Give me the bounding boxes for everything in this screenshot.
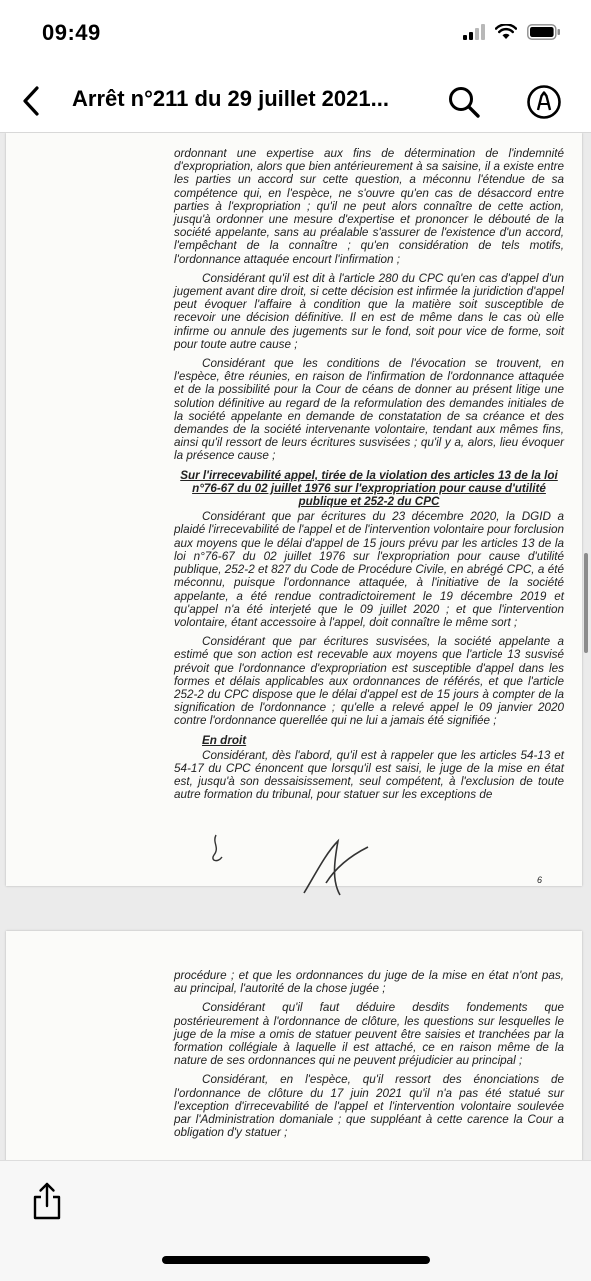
nav-bar bbox=[0, 70, 591, 133]
handwritten-signature bbox=[296, 833, 376, 903]
page-number: 6 bbox=[536, 875, 542, 885]
back-chevron-icon bbox=[22, 86, 40, 116]
page-text bbox=[174, 147, 564, 808]
signal-icon bbox=[463, 24, 485, 40]
scrollbar[interactable] bbox=[584, 553, 588, 653]
search-icon bbox=[446, 84, 482, 120]
wifi-icon bbox=[495, 24, 517, 40]
paragraph: ordonnant une expertise aux fins de détermination de l'indemnité d'expropriation, alors que bien antérieurement à sa saisine, il a existe entre les parties un accord sur cette question, a méconnu l'étendue de sa compétence qui, en l'espèce, ne s'ouvre qu'en cas de désaccord entre parties à l'expropriation ; qu'il ne peut alors connaître de cette action, jusqu'à ordonner une mesure d'expertise et prononcer le débouté de la société appelante, sans au préalable s'assurer de l'existence d'un accord, l'empêchant de la connaître ; qu'en considération de tels motifs, l'ordonnance attaquée encourt l'infirmation ; bbox=[174, 147, 564, 266]
document-page bbox=[6, 133, 582, 886]
document-page bbox=[6, 931, 582, 1160]
paragraph: Considérant, en l'espèce, qu'il ressort des énonciations de l'ordonnance de clôture du 17 juin 2021 qu'il n'a pas été statué sur l'exception d'irrecevabilité de l'appel et l'intervention volontaire soulevée par l'Administration domaniale ; que suppléant à cette carence la Cour a obligation d'y statuer ; bbox=[174, 1073, 564, 1140]
document-title: Arrêt n°211 du 29 juillet 2021... bbox=[72, 86, 389, 111]
handwritten-initial bbox=[202, 833, 232, 869]
search-button[interactable] bbox=[446, 84, 482, 120]
home-indicator[interactable] bbox=[162, 1256, 430, 1264]
back-button[interactable] bbox=[14, 82, 48, 120]
share-icon bbox=[30, 1181, 64, 1221]
section-heading: Sur l'irrecevabilité appel, tirée de la violation des articles 13 de la loi n°76-67 du 02 juillet 1976 sur l'expropriation pour cause d'utilité publique et 252-2 du CPC bbox=[180, 468, 558, 509]
status-icons bbox=[463, 24, 561, 40]
paragraph: Considérant qu'il faut déduire desdits fondements que postérieurement à l'ordonnance de clôture, les questions sur lesquelles le juge de la mise a omis de statuer peuvent être saisies et tranchées par la formation collégiale à laquelle il est attaché, ce en raison même de la nature de ses ordonnances qui ne peuvent préjudicier au principal ; bbox=[174, 1001, 564, 1068]
paragraph: Considérant qu'il est dit à l'article 280 du CPC qu'en cas d'appel d'un jugement avant dire droit, si cette décision est infirmée la juridiction d'appel peut évoquer l'affaire à condition que la matière soit susceptible de recevoir une décision définitive. Il en est de même dans le cas où elle infirme ou annule des jugements sur le fond, soit pour vice de forme, soit pour toute autre cause ; bbox=[174, 271, 564, 351]
paragraph: procédure ; et que les ordonnances du juge de la mise en état n'ont pas, au principal, l'autorité de la chose jugée ; bbox=[174, 969, 564, 996]
status-bar bbox=[0, 0, 591, 70]
status-time: 09:49 bbox=[42, 20, 101, 45]
paragraph: Considérant que par écritures susvisées, la société appelante a estimé que son action est recevable aux moyens que l'article 13 susvisé prévoit que l'ordonnance d'expropriation est susceptible d'appel dans les formes et délais applicables aux ordonnances de référés, et que l'article 252-2 du CPC dispose que le délai d'appel est de 15 jours à compter de la signification de l'ordonnance ; qu'elle a relevé appel le 09 janvier 2020 contre l'ordonnance querellée qui ne lui a jamais été signifiée ; bbox=[174, 635, 564, 728]
markup-icon bbox=[526, 84, 562, 120]
battery-icon bbox=[527, 24, 561, 40]
subheading: En droit bbox=[202, 733, 247, 747]
paragraph: Considérant que les conditions de l'évocation se trouvent, en l'espèce, être réunies, en raison de l'infirmation de l'ordonnance attaquée et de la possibilité pour la Cour de céans de donner au présent litige une solution définitive au regard de la reformulation des demandes initiales de la société appelante en demande de constatation de sa créance et des demandes de la société intervenante volontaire, tendant aux mêmes fins, ainsi qu'il ressort de leurs écritures susvisées ; qu'il y a, alors, lieu évoquer la présence cause ; bbox=[174, 357, 564, 463]
share-button[interactable] bbox=[30, 1181, 64, 1221]
paragraph: Considérant, dès l'abord, qu'il est à rappeler que les articles 54-13 et 54-17 du CPC énoncent que lorsqu'il est saisi, le juge de la mise en état est, jusqu'à son dessaisissement, seul compétent, à l'exclusion de toute autre formation du tribunal, pour statuer sur les exceptions de bbox=[174, 748, 564, 802]
paragraph: Considérant que par écritures du 23 décembre 2020, la DGID a plaidé l'irrecevabilité de l'appel et de l'intervention volontaire pour forclusion aux moyens que le délai d'appel de 15 jours prévu par les articles 13 de la loi n°76-67 du 02 juillet 1976 sur l'expropriation pour cause d'utilité publique, 252-2 et 827 du Code de Procédure Civile, en abrégé CPC, a été méconnu, puisque l'ordonnance attaquée, à l'initiative de la société appelante, a été rendue contradictoirement le 19 décembre 2019 et qu'appel n'a été interjeté que le 09 juillet 2020 ; et que l'intervention volontaire, étant accessoire à l'appel, doit connaître le même sort ; bbox=[174, 510, 564, 629]
document-viewer[interactable] bbox=[0, 133, 591, 1160]
markup-button[interactable] bbox=[526, 84, 562, 120]
page-text bbox=[174, 969, 564, 1145]
